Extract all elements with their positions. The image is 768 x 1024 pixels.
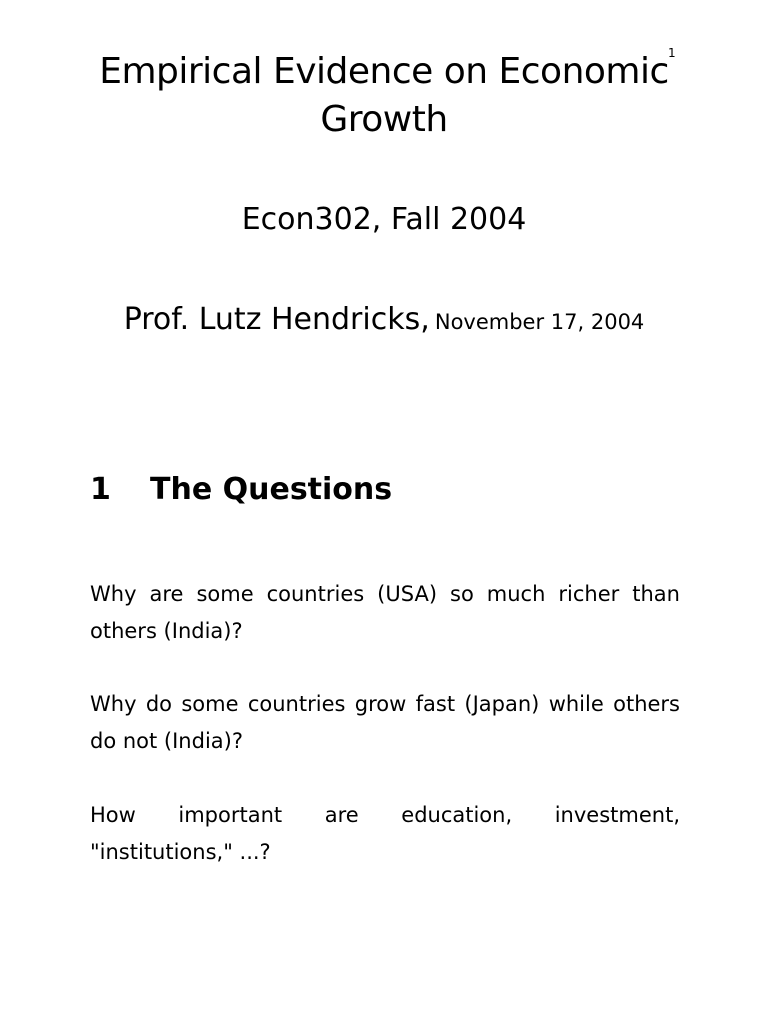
section-title: The Questions <box>150 472 393 507</box>
title-line-1: Empirical Evidence on Economic <box>99 51 669 92</box>
author-name: Prof. Lutz Hendricks, <box>123 302 430 337</box>
author-line <box>40 298 728 344</box>
paragraph: Why are some countries (USA) so much richer than others (India)? <box>90 582 680 643</box>
page-number: 1 <box>668 46 676 60</box>
section-number: 1 <box>90 472 111 507</box>
section-heading <box>90 468 392 512</box>
document-title <box>40 48 728 144</box>
paragraph: Why do some countries grow fast (Japan) while others do not (India)? <box>90 692 680 753</box>
title-line-2: Growth <box>320 99 448 140</box>
course-info: Econ302, Fall 2004 <box>241 202 527 237</box>
document-date: November 17, 2004 <box>434 310 645 334</box>
paragraph: How important are education, investment, "institutions," ...? <box>90 803 680 864</box>
